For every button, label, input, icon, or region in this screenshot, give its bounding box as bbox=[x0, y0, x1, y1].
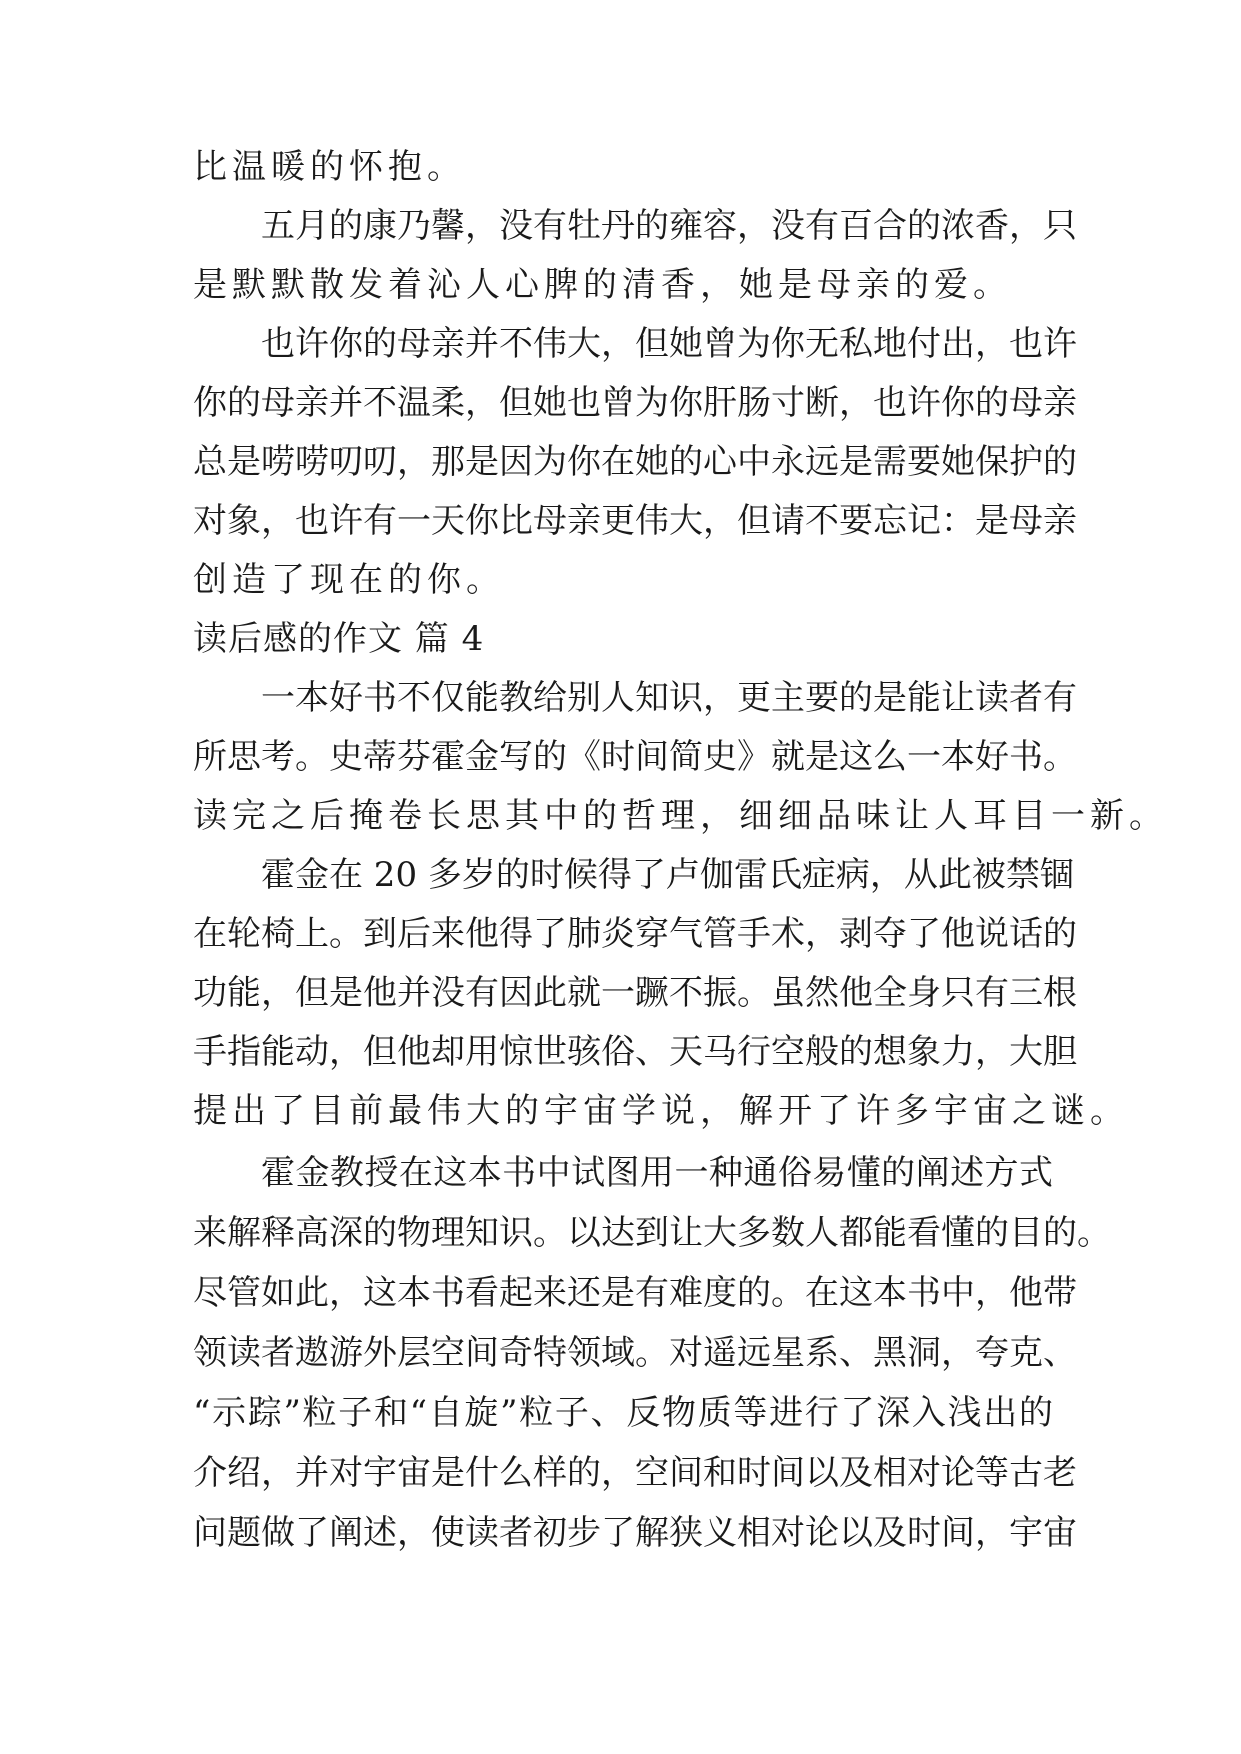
text-line: 也许你的母亲并不伟大，但她曾为你无私地付出，也许 bbox=[261, 324, 1077, 364]
text-line: 创造了现在的你。 bbox=[193, 560, 505, 600]
text-line: 总是唠唠叨叨，那是因为你在她的心中永远是需要她保护的 bbox=[193, 442, 1077, 482]
text-line: 对象，也许有一天你比母亲更伟大，但请不要忘记：是母亲 bbox=[193, 501, 1077, 541]
text-line: “示踪”粒子和“自旋”粒子、反物质等进行了深入浅出的 bbox=[193, 1393, 1053, 1433]
text-line: 霍金教授在这本书中试图用一种通俗易懂的阐述方式 bbox=[261, 1153, 1053, 1193]
text-line: 读完之后掩卷长思其中的哲理，细细品味让人耳目一新。 bbox=[193, 796, 1168, 836]
text-line: 一本好书不仅能教给别人知识，更主要的是能让读者有 bbox=[261, 678, 1077, 718]
text-line: 功能，但是他并没有因此就一蹶不振。虽然他全身只有三根 bbox=[193, 973, 1077, 1013]
text-line: 介绍，并对宇宙是什么样的，空间和时间以及相对论等古老 bbox=[193, 1453, 1077, 1493]
text-line: 你的母亲并不温柔，但她也曾为你肝肠寸断，也许你的母亲 bbox=[193, 383, 1077, 423]
text-line: 是默默散发着沁人心脾的清香，她是母亲的爱。 bbox=[193, 265, 1012, 305]
text-line: 来解释高深的物理知识。以达到让大多数人都能看懂的目的。 bbox=[193, 1213, 1111, 1253]
text-line: 领读者遨游外层空间奇特领域。对遥远星系、黑洞，夸克、 bbox=[193, 1333, 1077, 1373]
text-line: 霍金在 20 多岁的时候得了卢伽雷氏症病，从此被禁锢 bbox=[261, 855, 1074, 895]
text-line: 五月的康乃馨，没有牡丹的雍容，没有百合的浓香，只 bbox=[261, 206, 1077, 246]
text-line: 手指能动，但他却用惊世骇俗、天马行空般的想象力，大胆 bbox=[193, 1032, 1077, 1072]
section-heading: 读后感的作文 篇 4 bbox=[193, 619, 485, 659]
text-line: 提出了目前最伟大的宇宙学说，解开了许多宇宙之谜。 bbox=[193, 1091, 1129, 1131]
text-line: 所思考。史蒂芬霍金写的《时间简史》就是这么一本好书。 bbox=[193, 737, 1077, 777]
text-line: 比温暖的怀抱。 bbox=[193, 147, 466, 187]
text-line: 在轮椅上。到后来他得了肺炎穿气管手术，剥夺了他说话的 bbox=[193, 914, 1077, 954]
text-line: 问题做了阐述，使读者初步了解狭义相对论以及时间，宇宙 bbox=[193, 1513, 1077, 1553]
text-line: 尽管如此，这本书看起来还是有难度的。在这本书中，他带 bbox=[193, 1273, 1077, 1313]
